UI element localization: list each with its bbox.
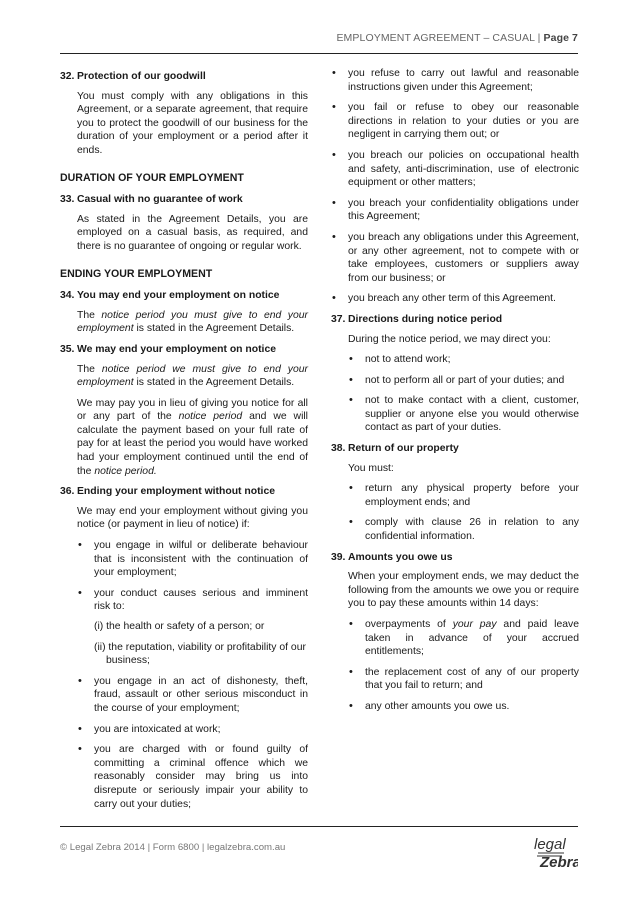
list-item: • comply with clause 26 in relation to any confidential information. xyxy=(348,516,579,543)
sub-item-ii: (ii) the reputation, viability or profitability of our business; xyxy=(94,641,306,667)
legal-zebra-logo xyxy=(524,834,578,874)
clause-39-list xyxy=(348,618,579,714)
clause-34-text xyxy=(77,309,308,336)
header-title: EMPLOYMENT AGREEMENT – CASUAL xyxy=(336,32,535,44)
clause-title: Casual with no guarantee of work xyxy=(77,194,243,206)
clause-39-heading xyxy=(331,551,579,565)
text-run: and paid leave taken in advance of your accrued entitlements; xyxy=(365,619,580,658)
clause-title: Protection of our goodwill xyxy=(77,71,206,82)
text-run: overpayments of xyxy=(365,619,453,630)
list-item: • you are charged with or found guilty of committing a criminal offence which we reasonably consider may bring us into disrepute or seriously impair your ability to carry out your duties; xyxy=(77,743,308,811)
clause-38-list xyxy=(348,482,579,543)
list-item: • not to perform all or part of your duties; and xyxy=(348,374,579,388)
list-item: • you breach any other term of this Agreement. xyxy=(331,292,579,306)
clause-title: Ending your employment without notice xyxy=(77,486,276,498)
clause-38-heading xyxy=(331,442,579,456)
text-run: your conduct causes serious and imminent risk to: xyxy=(94,587,308,613)
clause-number: 35. xyxy=(60,343,75,355)
list-item: • not to make contact with a client, customer, supplier or anyone else you would otherwise contact as part of your duties. xyxy=(348,394,579,435)
clause-number: 36. xyxy=(60,486,75,498)
list-item: • you are intoxicated at work; xyxy=(77,723,308,737)
clause-39-text: When your employment ends, we may deduct the following from the amounts we owe you or require you to pay these amounts within 14 days: xyxy=(348,571,579,610)
text-run: is stated in the Agreement Details. xyxy=(133,377,295,389)
clause-number: 39. xyxy=(331,551,346,563)
section-heading-ending: ENDING YOUR EMPLOYMENT xyxy=(60,267,213,280)
clause-35-text-2 xyxy=(77,397,308,479)
clause-35-heading xyxy=(60,343,308,357)
clause-number: 38. xyxy=(331,443,346,455)
list-item xyxy=(77,587,308,614)
sub-item-i: (i) the health or safety of a person; or xyxy=(94,621,265,632)
clause-number: 37. xyxy=(331,313,346,325)
clause-34-heading xyxy=(60,289,308,303)
clause-33-text: As stated in the Agreement Details, you are employed on a casual basis, as required, and there is no guarantee of ongoing or regular work. xyxy=(77,213,308,252)
clause-32-text: You must comply with any obligations in this Agreement, or a separate agreement, that require you to protect the goodwill of our business for the duration of your employment or a period after it ends. xyxy=(77,90,308,156)
defined-term: notice period xyxy=(178,411,243,423)
list-item: • return any physical property before your employment ends; and xyxy=(348,482,579,509)
defined-term: notice period you must give to end your employment xyxy=(77,309,308,335)
list-item: • you breach your confidentiality obligations under this Agreement; xyxy=(331,197,579,224)
clause-37-list xyxy=(348,353,579,435)
clause-title: Return of our property xyxy=(348,443,459,455)
clause-title: You may end your employment on notice xyxy=(77,290,280,302)
clause-37-text: During the notice period, we may direct you: xyxy=(348,333,551,345)
text-run: and we will calculate the payment based on your full rate of pay for at least the period you would have worked had your employment continued until the end of the xyxy=(77,411,308,477)
list-item: • you refuse to carry out lawful and reasonable instructions given under this Agreement; xyxy=(331,67,579,94)
logo-word-legal: legal xyxy=(534,836,566,853)
clause-36-list xyxy=(77,539,308,614)
header-page-number: Page 7 xyxy=(543,32,578,44)
clause-title: We may end your employment on notice xyxy=(77,343,276,355)
clause-36-list-cont xyxy=(77,675,308,811)
list-item: • you engage in wilful or deliberate behaviour that is inconsistent with the continuation of your employment; xyxy=(77,539,308,580)
header-divider xyxy=(60,53,578,54)
left-column xyxy=(60,70,308,818)
list-item: • you breach any obligations under this Agreement, or any other agreement, not to compete with or take employees, customers or suppliers away from our business; or xyxy=(331,231,579,285)
logo-word-zebra: Zebra xyxy=(540,854,578,871)
text-run: The xyxy=(77,363,102,375)
footer-text: © Legal Zebra 2014 | Form 6800 | legalzebra.com.au xyxy=(60,842,286,853)
defined-term: notice period. xyxy=(94,465,157,477)
page-header xyxy=(336,32,578,44)
clause-32-heading xyxy=(60,70,308,84)
text-run: is stated in the Agreement Details. xyxy=(133,323,295,335)
text-run: The xyxy=(77,309,102,321)
right-column xyxy=(331,67,579,721)
clause-number: 34. xyxy=(60,290,75,302)
clause-title: Directions during notice period xyxy=(348,313,503,325)
list-item: • any other amounts you owe us. xyxy=(348,700,579,714)
list-item: • you breach our policies on occupational health and safety, anti-discrimination, use of electronic equipment or other matters; xyxy=(331,149,579,190)
defined-term: notice period we must give to end your employment xyxy=(77,363,308,389)
clause-37-heading xyxy=(331,313,579,327)
text-run: We may pay you in lieu of giving you notice for all or any part of the xyxy=(77,397,308,423)
section-heading-duration: DURATION OF YOUR EMPLOYMENT xyxy=(60,171,244,184)
clause-33-heading xyxy=(60,193,308,207)
clause-number: 32. xyxy=(60,71,75,82)
clause-title: Amounts you owe us xyxy=(348,551,453,563)
defined-term: your pay xyxy=(452,619,497,630)
clause-36-list-continued xyxy=(331,67,579,306)
clause-36-heading xyxy=(60,485,308,499)
clause-36-text: We may end your employment without giving you notice (or payment in lieu of notice) if: xyxy=(77,505,308,531)
list-item: • you engage in an act of dishonesty, theft, fraud, assault or other serious misconduct in the course of your employment; xyxy=(77,675,308,716)
clause-35-text-1 xyxy=(77,363,308,390)
header-separator: | xyxy=(537,32,541,44)
list-item: • you fail or refuse to obey our reasonable directions in relation to your duties or you are negligent in carrying them out; or xyxy=(331,101,579,142)
list-item: • not to attend work; xyxy=(348,353,579,367)
list-item: • the replacement cost of any of our property that you fail to return; and xyxy=(348,666,579,693)
clause-number: 33. xyxy=(60,194,75,206)
footer-divider xyxy=(60,826,578,827)
clause-38-text: You must: xyxy=(348,462,394,474)
logo-icon xyxy=(524,834,578,874)
list-item xyxy=(348,618,579,659)
